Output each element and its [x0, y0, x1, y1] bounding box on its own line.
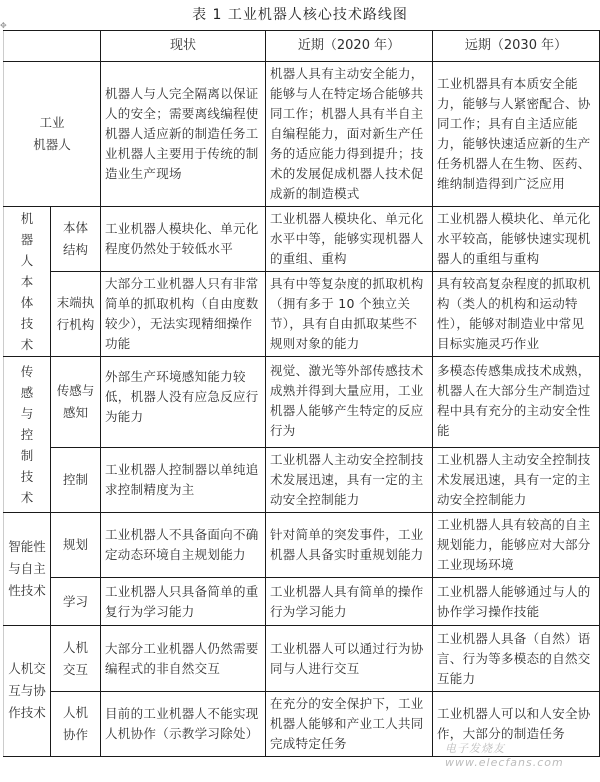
- subcategory-planning: [51, 513, 101, 578]
- tech-roadmap-table: [3, 30, 600, 757]
- table-row: [4, 578, 600, 626]
- cell-far: 具有较高复杂程度的抓取机构（类人的机构和运动特性），能够对制造业中常见目标实施灵巧作业: [433, 272, 600, 357]
- category-char: 体: [20, 295, 34, 310]
- cell-current: 工业机器人只具备简单的重复行为学习能力: [101, 578, 266, 626]
- subcategory-label: 控制: [62, 472, 88, 487]
- category-label: 工业: [39, 115, 65, 130]
- subcategory-end-effector: [51, 272, 101, 357]
- category-char: 人: [20, 253, 34, 268]
- cell-near: 针对简单的突发事件，工业机器人具备实时重规划能力: [266, 513, 433, 578]
- category-label: 智能性: [8, 539, 46, 554]
- subcategory-learning: [51, 578, 101, 626]
- subcategory-label: 行机构: [56, 317, 95, 332]
- category-hri-collaboration-tech: [4, 626, 51, 757]
- category-label: 性技术: [8, 583, 46, 598]
- category-intelligence-autonomy-tech: [4, 513, 51, 626]
- table-row: [4, 626, 600, 692]
- table-row: [4, 207, 600, 272]
- subcategory-human-robot-interaction: [51, 626, 101, 692]
- category-char: 感: [20, 385, 34, 400]
- subcategory-label: 人机: [62, 639, 88, 655]
- cell-far: 工业机器人具备（自然）语言、行为等多模态的自然交互能力: [433, 626, 600, 692]
- subcategory-label: 末端执: [56, 295, 95, 310]
- header-long-term: 远期（2030 年）: [433, 31, 600, 62]
- cell-near: 工业机器人模块化、单元化水平中等，能够实现机器人的重组、重构: [266, 207, 433, 272]
- category-label: 机器人: [33, 137, 71, 152]
- subcategory-sensing-perception: [51, 357, 101, 448]
- cell-far: 工业机器人可以和人安全协作，大部分的制造任务: [433, 692, 600, 757]
- category-label: 与自主: [8, 561, 46, 576]
- category-char: 器: [20, 232, 34, 247]
- subcategory-label: 传感与: [56, 383, 95, 398]
- category-label: 互与协: [8, 683, 46, 698]
- category-char: 传: [20, 364, 34, 379]
- category-label: 人机交: [8, 661, 46, 676]
- cell-far: 工业机器人具有较高的自主规划能力，能够应对大部分工业现场环境: [433, 513, 600, 578]
- watermark-logo: 电子发烧友 www.elecfans.com: [445, 742, 564, 769]
- category-char: 本: [20, 274, 34, 289]
- cell-near: 视觉、激光等外部传感技术成熟并得到大量应用，工业机器人能够产生特定的反应行为: [266, 357, 433, 448]
- cell-current: 工业机器人控制器以单纯追求控制精度为主: [101, 448, 266, 513]
- cell-far: 工业机器人主动安全控制技术发展迅速，具有一定的主动安全控制能力: [433, 448, 600, 513]
- cell-current: 工业机器人不具备面向不确定动态环境自主规划能力: [101, 513, 266, 578]
- cell-far: 多模态传感集成技术成熟，机器人在大部分生产制造过程中具有充分的主动安全性能: [433, 357, 600, 448]
- cell-current: 大部分工业机器人只有非常简单的抓取机构（自由度数较少），无法实现精细操作功能: [101, 272, 266, 357]
- category-robot-body-tech: [4, 207, 51, 357]
- table-row: [4, 272, 600, 357]
- subcategory-label: 规划: [62, 537, 88, 552]
- subcategory-label: 协作: [62, 727, 88, 742]
- header-near-term: 近期（2020 年）: [266, 31, 433, 62]
- subcategory-label: 本体: [62, 220, 88, 235]
- cell-near: 具有中等复杂度的抓取机构（拥有多于 10 个独立关节），具有自由抓取某些不规则对象的能力: [266, 272, 433, 357]
- category-label: 作技术: [8, 705, 46, 720]
- subcategory-body-structure: [51, 207, 101, 272]
- table-row: [4, 448, 600, 513]
- cell-near: 工业机器人可以通过行为协同与人进行交互: [266, 626, 433, 692]
- category-industrial-robot: [4, 62, 101, 207]
- subcategory-label: 学习: [62, 593, 88, 609]
- cell-far: 工业机器具有本质安全能力，能够与人紧密配合、协同工作；具有自主适应能力，能够快速适应新的生产任务机器人在生物、医药、维纳制造得到广泛应用: [433, 62, 600, 207]
- header-empty: [4, 31, 101, 62]
- header-current: 现状: [101, 31, 266, 62]
- cell-current: 外部生产环境感知能力较低，机器人没有应急反应行为能力: [101, 357, 266, 448]
- category-char: 机: [20, 211, 34, 226]
- category-char: 技: [20, 316, 34, 331]
- table-row: [4, 62, 600, 207]
- table-row: [4, 357, 600, 448]
- subcategory-human-robot-collaboration: [51, 692, 101, 757]
- table-title: 表 1 工业机器人核心技术路线图: [192, 7, 408, 23]
- anchor-marker-icon: ✥: [0, 21, 7, 30]
- cell-near: 机器人具有主动安全能力，能够与人在特定场合能够共同工作；机器人具有半自主自编程能力，面对新生产任务的适应能力得到提升；技术的发展促成机器人技术促成新的制造模式: [266, 62, 433, 207]
- cell-near: 在充分的安全保护下，工业机器人能够和产业工人共同完成特定任务: [266, 692, 433, 757]
- subcategory-control: [51, 448, 101, 513]
- category-char: 技: [20, 469, 34, 484]
- cell-near: 工业机器人主动安全控制技术发展迅速，具有一定的主动安全控制能力: [266, 448, 433, 513]
- category-char: 制: [20, 448, 34, 463]
- subcategory-label: 感知: [62, 405, 88, 420]
- cell-current: 大部分工业机器人仍然需要编程式的非自然交互: [101, 626, 266, 692]
- cell-current: 工业机器人模块化、单元化程度仍然处于较低水平: [101, 207, 266, 272]
- cell-current: 机器人与人完全隔离以保证人的安全；需要离线编程使机器人适应新的制造任务工业机器人主要用于传统的制造业生产现场: [101, 62, 266, 207]
- cell-far: 工业机器人模块化、单元化水平较高，能够快速实现机器人的重组与重构: [433, 207, 600, 272]
- category-sensing-control-tech: [4, 357, 51, 513]
- category-char: 与: [20, 406, 34, 421]
- subcategory-label: 结构: [62, 242, 88, 257]
- subcategory-label: 人机: [62, 705, 88, 720]
- cell-current: 目前的工业机器人不能实现人机协作（示教学习除处）: [101, 692, 266, 757]
- table-row: [4, 513, 600, 578]
- category-char: 控: [20, 427, 34, 442]
- header-row: [4, 31, 600, 62]
- subcategory-label: 交互: [62, 661, 88, 677]
- category-char: 术: [20, 337, 34, 352]
- cell-near: 工业机器人具有简单的操作行为学习能力: [266, 578, 433, 626]
- category-char: 术: [20, 490, 34, 505]
- cell-far: 工业机器人能够通过与人的协作学习操作技能: [433, 578, 600, 626]
